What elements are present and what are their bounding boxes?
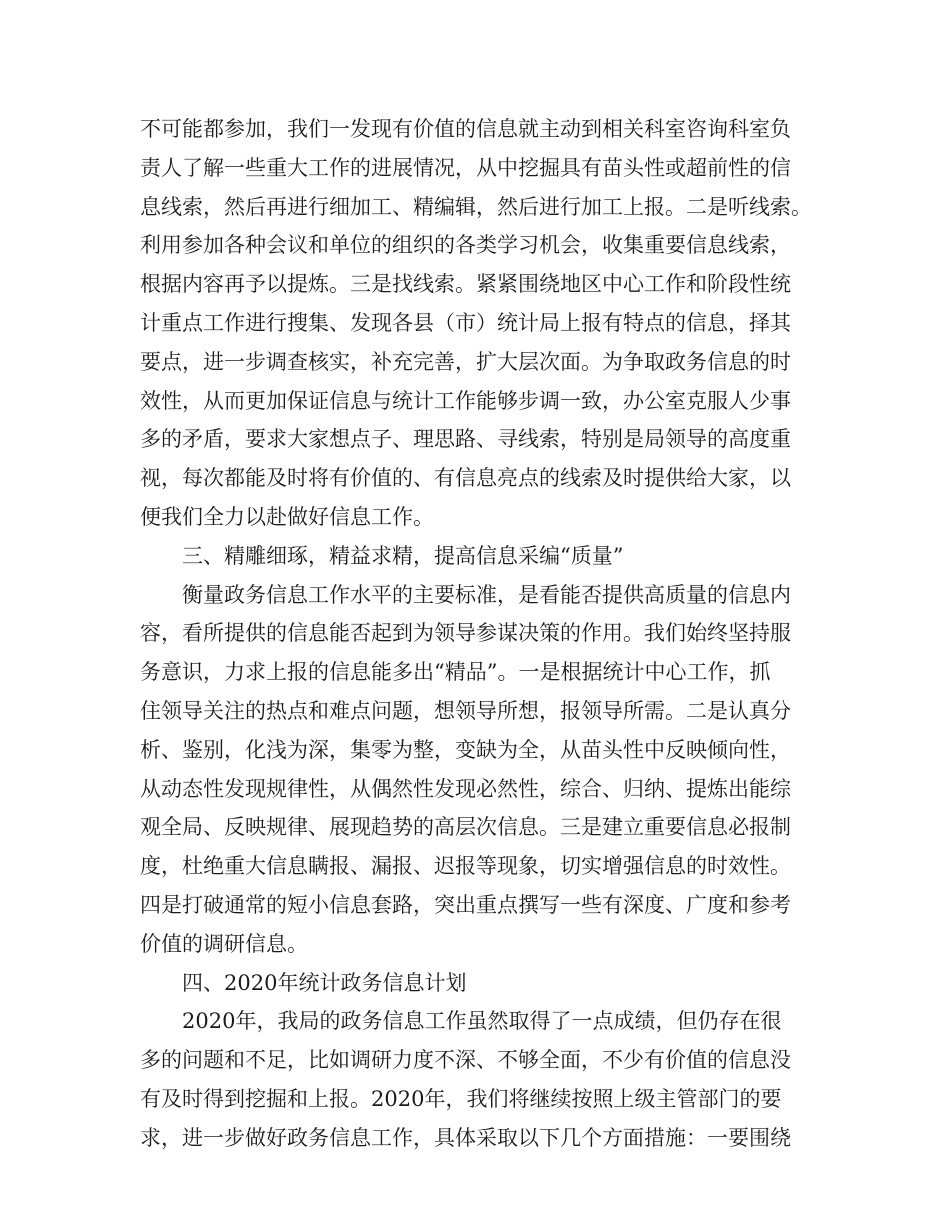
text-line: 价值的调研信息。 (140, 931, 308, 956)
section-heading: 四、2020年统计政务信息计划 (182, 970, 467, 995)
text-line: 容，看所提供的信息能否起到为领导参谋决策的作用。我们始终坚持服 (140, 621, 791, 646)
text-line: 息线索，然后再进行细加工、精编辑，然后进行加工上报。二是听线索。 (140, 194, 812, 219)
text-line: 度，杜绝重大信息瞒报、漏报、迟报等现象，切实增强信息的时效性。 (140, 854, 791, 879)
text-line: 有及时得到挖掘和上报。2020年，我们将继续按照上级主管部门的要 (140, 1086, 782, 1111)
text-line: 不可能都参加，我们一发现有价值的信息就主动到相关科室咨询科室负 (140, 117, 791, 141)
text-line: 责人了解一些重大工作的进展情况，从中挖掘具有苗头性或超前性的信 (140, 155, 791, 180)
text-line: 要点，进一步调查核实，补充完善，扩大层次面。为争取政务信息的时 (140, 349, 791, 374)
text-line: 视，每次都能及时将有价值的、有信息亮点的线索及时提供给大家，以 (140, 466, 791, 491)
text-line: 利用参加各种会议和单位的组织的各类学习机会，收集重要信息线索， (140, 233, 791, 258)
text-line: 多的矛盾，要求大家想点子、理思路、寻线索，特别是局领导的高度重 (140, 427, 791, 452)
paragraph-first-line: 衡量政务信息工作水平的主要标准，是看能否提供高质量的信息内 (182, 582, 791, 607)
text-line: 析、鉴别，化浅为深，集零为整，变缺为全，从苗头性中反映倾向性， (140, 737, 791, 762)
text-line: 效性，从而更加保证信息与统计工作能够步调一致，办公室克服人少事 (140, 388, 791, 413)
text-line: 务意识，力求上报的信息能多出“精品”。一是根据统计中心工作，抓 (140, 660, 771, 685)
text-line: 从动态性发现规律性，从偶然性发现必然性，综合、归纳、提炼出能综 (140, 776, 791, 801)
text-line: 住领导关注的热点和难点问题，想领导所想，报领导所需。二是认真分 (140, 698, 791, 723)
text-line: 多的问题和不足，比如调研力度不深、不够全面，不少有价值的信息没 (140, 1048, 791, 1073)
text-line: 便我们全力以赴做好信息工作。 (140, 504, 434, 529)
document-body (140, 110, 840, 1158)
paragraph-first-line: 2020年，我局的政务信息工作虽然取得了一点成绩，但仍存在很 (182, 1009, 782, 1034)
section-heading: 三、精雕细琢，精益求精，提高信息采编“质量” (182, 543, 624, 568)
text-line: 观全局、反映规律、展现趋势的高层次信息。三是建立重要信息必报制 (140, 815, 791, 840)
text-line: 根据内容再予以提炼。三是找线索。紧紧围绕地区中心工作和阶段性统 (140, 272, 791, 297)
text-line: 求，进一步做好政务信息工作，具体采取以下几个方面措施：一要围绕 (140, 1125, 791, 1150)
text-line: 计重点工作进行搜集、发现各县（市）统计局上报有特点的信息，择其 (140, 310, 791, 335)
text-line: 四是打破通常的短小信息套路，突出重点撰写一些有深度、广度和参考 (140, 892, 791, 917)
